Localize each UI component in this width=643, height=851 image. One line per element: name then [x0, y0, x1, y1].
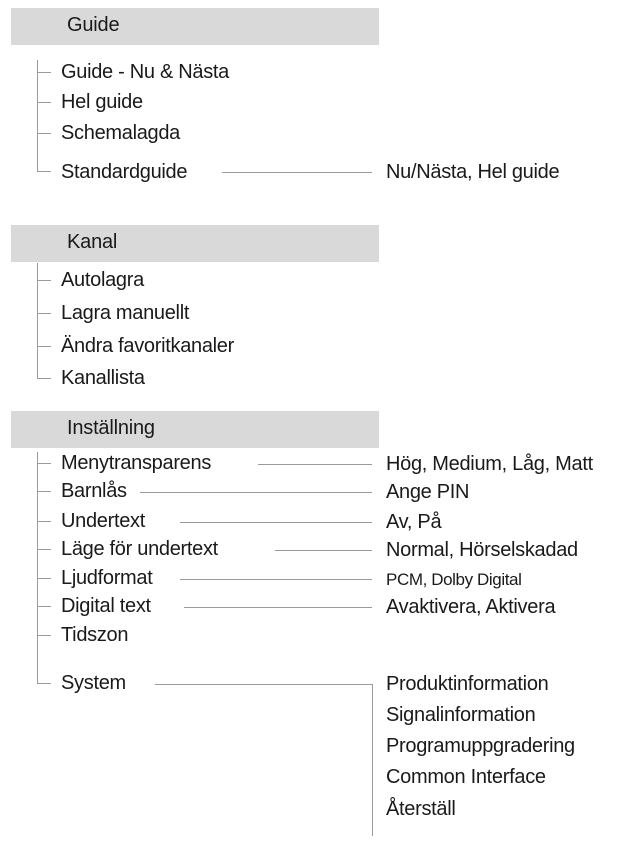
menu-item-lagra-manuellt[interactable]: Lagra manuellt [61, 302, 190, 324]
menu-item-barnlas[interactable]: Barnlås [61, 480, 127, 502]
barnlas-connector [140, 492, 372, 493]
kanal-header-label: Kanal [67, 231, 118, 253]
installning-tick-5 [37, 578, 51, 579]
ljudformat-options: PCM, Dolby Digital [386, 570, 522, 589]
installning-tick-1 [37, 463, 51, 464]
kanal-tick-2 [37, 313, 51, 314]
guide-tick-4 [37, 171, 51, 172]
menu-item-guide-nu-nasta[interactable]: Guide - Nu & Nästa [61, 61, 230, 83]
menu-item-system[interactable]: System [61, 672, 126, 694]
kanal-tick-1 [37, 280, 51, 281]
installning-tree-line [37, 452, 38, 684]
installning-header-label: Inställning [67, 417, 155, 439]
undertext-options: Av, På [386, 511, 442, 533]
lage-for-undertext-connector [275, 550, 372, 551]
menu-item-lage-for-undertext[interactable]: Läge för undertext [61, 538, 218, 560]
standardguide-options: Nu/Nästa, Hel guide [386, 161, 560, 183]
installning-header [11, 411, 379, 448]
menytransparens-connector [258, 464, 372, 465]
menu-item-ljudformat[interactable]: Ljudformat [61, 567, 153, 589]
standardguide-connector [222, 172, 372, 173]
menytransparens-options: Hög, Medium, Låg, Matt [386, 453, 593, 475]
guide-tick-1 [37, 72, 51, 73]
barnlas-options: Ange PIN [386, 481, 470, 503]
menu-item-hel-guide[interactable]: Hel guide [61, 91, 143, 113]
kanal-tick-4 [37, 378, 51, 379]
system-connector [155, 684, 372, 685]
digital-text-options: Avaktivera, Aktivera [386, 596, 556, 618]
system-branch-line [372, 684, 373, 836]
ljudformat-connector [180, 579, 372, 580]
guide-header [11, 8, 379, 45]
menu-item-andra-favoritkanaler[interactable]: Ändra favoritkanaler [61, 335, 234, 357]
system-item-aterstall[interactable]: Återställ [386, 798, 456, 820]
menu-item-autolagra[interactable]: Autolagra [61, 269, 144, 291]
installning-tick-4 [37, 549, 51, 550]
system-item-produktinformation[interactable]: Produktinformation [386, 673, 549, 695]
installning-tick-2 [37, 491, 51, 492]
system-item-common-interface[interactable]: Common Interface [386, 766, 546, 788]
kanal-tick-3 [37, 346, 51, 347]
menu-item-menytransparens[interactable]: Menytransparens [61, 452, 212, 474]
menu-item-kanallista[interactable]: Kanallista [61, 367, 145, 389]
menu-item-tidszon[interactable]: Tidszon [61, 624, 129, 646]
guide-tree-line [37, 60, 38, 172]
installning-tick-7 [37, 635, 51, 636]
system-item-programuppgradering[interactable]: Programuppgradering [386, 735, 575, 757]
guide-tick-2 [37, 102, 51, 103]
menu-item-schemalagda[interactable]: Schemalagda [61, 122, 181, 144]
digital-text-connector [184, 607, 372, 608]
installning-tick-6 [37, 606, 51, 607]
kanal-header [11, 225, 379, 262]
guide-tick-3 [37, 133, 51, 134]
installning-tick-3 [37, 521, 51, 522]
menu-item-digital-text[interactable]: Digital text [61, 595, 151, 617]
installning-tick-8 [37, 683, 51, 684]
menu-item-standardguide[interactable]: Standardguide [61, 161, 188, 183]
system-item-signalinformation[interactable]: Signalinformation [386, 704, 536, 726]
guide-header-label: Guide [67, 14, 120, 36]
menu-item-undertext[interactable]: Undertext [61, 510, 146, 532]
lage-for-undertext-options: Normal, Hörselskadad [386, 539, 578, 561]
undertext-connector [180, 522, 372, 523]
